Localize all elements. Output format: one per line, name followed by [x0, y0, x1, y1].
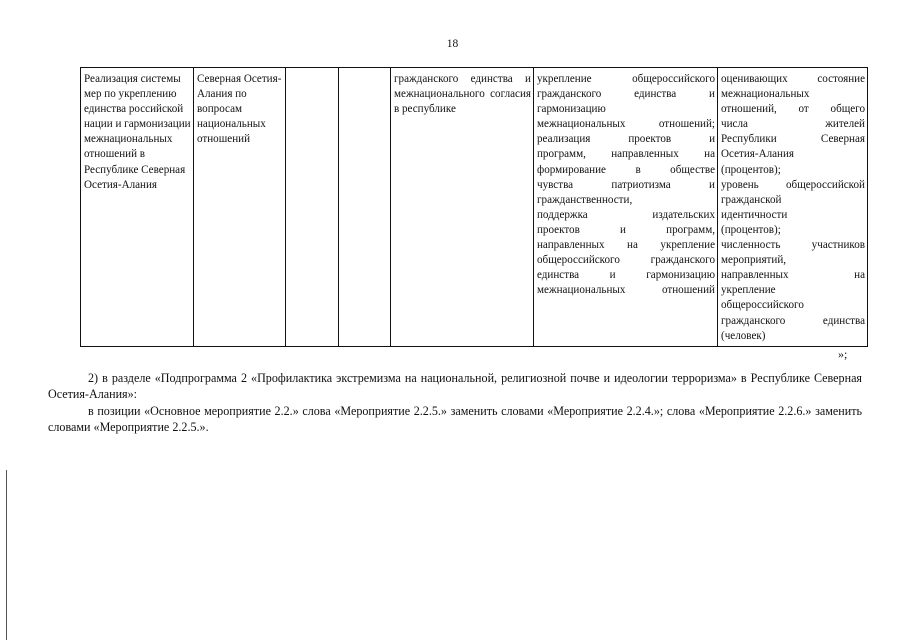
cell-text-line: общероссийского гражданского [537, 254, 715, 267]
cell-text-line: уровень общероссийской [721, 178, 865, 191]
cell-text-line: межнациональных [721, 88, 810, 101]
cell-text-line: гражданского единства и [537, 88, 715, 101]
cell-text-line: единства и гармонизацию [537, 269, 715, 282]
table-cell-empty [339, 68, 391, 347]
cell-text-line: укрепление [721, 284, 776, 297]
cell-text-line: численность участников [721, 239, 865, 252]
cell-text-line: (человек) [721, 329, 766, 342]
table-cell-directions [534, 68, 718, 347]
cell-text-line: направленных на укрепление [537, 239, 715, 252]
cell-text-line: Осетия-Алания [721, 148, 795, 161]
cell-text-line: реализация проектов и [537, 133, 715, 146]
cell-text-line: (процентов); [721, 223, 781, 236]
closing-quote: »; [838, 347, 848, 361]
paragraph-amendment-position: в позиции «Основное мероприятие 2.2.» слова «Мероприятие 2.2.5.» заменить словами «Мероприятие 2.2.4.»; слова «Мероприятие 2.2.6.» заменить словами «Мероприятие 2.2.5.». [48, 404, 862, 434]
table-cell-indicators [718, 68, 868, 347]
cell-text-line: межнациональных отношений; [537, 118, 715, 131]
cell-text-line: поддержка издательских [537, 208, 715, 221]
cell-text-line: направленных на [721, 269, 865, 282]
cell-text-line: (процентов); [721, 163, 781, 176]
cell-text-line: чувства патриотизма и [537, 178, 715, 191]
table-cell-executor: Северная Осетия-Алания по вопросам национальных отношений [194, 68, 286, 347]
cell-text-line: идентичности [721, 208, 788, 221]
cell-text-line: мероприятий, [721, 254, 787, 267]
table-cell-result: гражданского единства и межнационального согласия в республике [391, 68, 534, 347]
cell-text-line: гармонизацию [537, 103, 606, 116]
cell-text-line: гражданской [721, 193, 782, 206]
cell-text-line: числа жителей [721, 118, 865, 131]
page-number: 18 [446, 38, 459, 50]
cell-text-line: отношений, от общего [721, 103, 865, 116]
table-row [81, 68, 868, 347]
cell-text-line: оценивающих состояние [721, 73, 865, 85]
cell-text-line: программ, направленных на [537, 148, 715, 161]
table-cell-empty [286, 68, 339, 347]
paragraph-amendment-section: 2) в разделе «Подпрограмма 2 «Профилактика экстремизма на национальной, религиозной почве и идеологии терроризма» в Республике Северная Осетия-Алания»: [48, 371, 862, 401]
cell-text-line: проектов и программ, [537, 223, 715, 236]
cell-text-line: формирование в обществе [537, 163, 715, 176]
cell-text-line: межнациональных отношений [537, 284, 715, 297]
cell-text-line: укрепление общероссийского [537, 73, 715, 85]
cell-text-line: гражданского единства [721, 314, 865, 327]
page-edge-line [6, 470, 7, 640]
cell-text-line: общероссийского [721, 299, 804, 312]
cell-text-line: Республики Северная [721, 133, 865, 146]
table-cell-measure: Реализация системы мер по укреплению единства российской нации и гармонизации межнациональных отношений в Республике Северная Осетия-Алания [81, 68, 194, 347]
cell-text-line: гражданственности, [537, 193, 633, 206]
measures-table [80, 67, 868, 347]
